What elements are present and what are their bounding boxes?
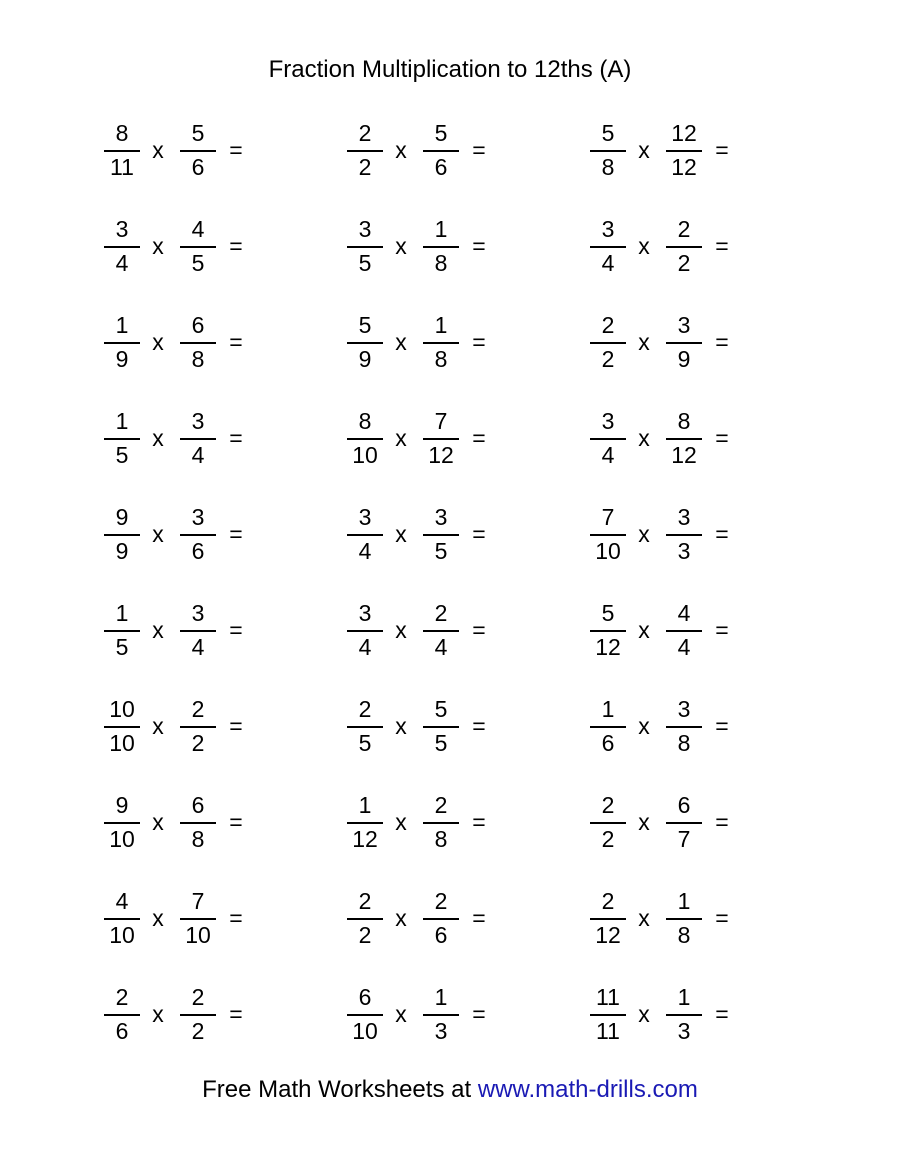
equals-sign: = (472, 905, 486, 931)
equals-sign: = (229, 617, 243, 643)
numerator: 1 (677, 888, 691, 914)
fraction-left (102, 310, 142, 374)
problem (345, 694, 545, 758)
multiply-sign: x (152, 809, 164, 835)
denominator: 8 (191, 826, 205, 852)
footer-text: Free Math Worksheets at (202, 1076, 472, 1103)
numerator: 2 (191, 696, 205, 722)
numerator: 5 (601, 120, 615, 146)
problem (588, 310, 788, 374)
fraction-left (102, 406, 142, 470)
numerator: 6 (191, 792, 205, 818)
multiply-sign: x (638, 137, 650, 163)
fraction-right (421, 118, 461, 182)
worksheet-title: Fraction Multiplication to 12ths (A) (268, 56, 632, 83)
multiply-sign: x (638, 329, 650, 355)
numerator: 8 (358, 408, 372, 434)
multiply-sign: x (395, 1001, 407, 1027)
fraction-left (102, 694, 142, 758)
fraction-right (421, 598, 461, 662)
numerator: 6 (191, 312, 205, 338)
fraction-left (588, 982, 628, 1046)
problem (102, 502, 302, 566)
numerator: 1 (115, 408, 129, 434)
denominator: 9 (358, 346, 372, 372)
multiply-sign: x (638, 809, 650, 835)
numerator: 2 (677, 216, 691, 242)
denominator: 6 (191, 154, 205, 180)
numerator: 3 (115, 216, 129, 242)
fraction-right (178, 886, 218, 950)
denominator: 2 (358, 922, 372, 948)
fraction-right (178, 694, 218, 758)
fraction-left (102, 886, 142, 950)
numerator: 2 (358, 120, 372, 146)
problem (345, 982, 545, 1046)
denominator: 8 (601, 154, 615, 180)
fraction-left (102, 598, 142, 662)
fraction-right (421, 886, 461, 950)
denominator: 6 (115, 1018, 129, 1044)
problem (102, 886, 302, 950)
problem (588, 790, 788, 854)
equals-sign: = (229, 137, 243, 163)
numerator: 5 (358, 312, 372, 338)
problem (345, 214, 545, 278)
fraction-right (664, 118, 704, 182)
problem (102, 790, 302, 854)
multiply-sign: x (152, 713, 164, 739)
numerator: 5 (191, 120, 205, 146)
fraction-left (345, 598, 385, 662)
equals-sign: = (229, 905, 243, 931)
fraction-right (421, 790, 461, 854)
denominator: 2 (601, 826, 615, 852)
fraction-left (345, 790, 385, 854)
numerator: 4 (115, 888, 129, 914)
numerator: 6 (677, 792, 691, 818)
denominator: 11 (596, 1018, 620, 1044)
problem (102, 598, 302, 662)
problem (588, 886, 788, 950)
equals-sign: = (472, 521, 486, 547)
equals-sign: = (229, 425, 243, 451)
equals-sign: = (472, 617, 486, 643)
equals-sign: = (472, 713, 486, 739)
denominator: 4 (358, 538, 372, 564)
multiply-sign: x (638, 905, 650, 931)
numerator: 4 (191, 216, 205, 242)
numerator: 10 (109, 696, 135, 722)
denominator: 6 (434, 922, 448, 948)
numerator: 3 (601, 216, 615, 242)
fraction-left (345, 886, 385, 950)
fraction-right (178, 982, 218, 1046)
numerator: 2 (191, 984, 205, 1010)
numerator: 7 (601, 504, 615, 530)
denominator: 6 (434, 154, 448, 180)
numerator: 4 (677, 600, 691, 626)
numerator: 3 (677, 696, 691, 722)
numerator: 3 (434, 504, 448, 530)
equals-sign: = (472, 425, 486, 451)
numerator: 12 (671, 120, 697, 146)
problem (588, 502, 788, 566)
denominator: 3 (677, 1018, 691, 1044)
fraction-right (178, 790, 218, 854)
equals-sign: = (715, 905, 729, 931)
fraction-left (102, 118, 142, 182)
fraction-left (588, 502, 628, 566)
fraction-right (421, 982, 461, 1046)
multiply-sign: x (152, 617, 164, 643)
denominator: 4 (191, 442, 205, 468)
denominator: 8 (677, 922, 691, 948)
numerator: 8 (677, 408, 691, 434)
multiply-sign: x (395, 233, 407, 259)
fraction-right (178, 118, 218, 182)
denominator: 4 (601, 250, 615, 276)
denominator: 11 (110, 154, 134, 180)
numerator: 2 (601, 312, 615, 338)
denominator: 5 (115, 634, 129, 660)
denominator: 12 (352, 826, 378, 852)
multiply-sign: x (638, 1001, 650, 1027)
numerator: 5 (434, 120, 448, 146)
denominator: 6 (601, 730, 615, 756)
denominator: 12 (595, 922, 621, 948)
equals-sign: = (229, 809, 243, 835)
denominator: 4 (115, 250, 129, 276)
denominator: 2 (358, 154, 372, 180)
equals-sign: = (472, 1001, 486, 1027)
denominator: 10 (109, 730, 135, 756)
numerator: 3 (191, 504, 205, 530)
multiply-sign: x (638, 425, 650, 451)
denominator: 4 (434, 634, 448, 660)
problem (345, 790, 545, 854)
problem (102, 310, 302, 374)
numerator: 1 (601, 696, 615, 722)
numerator: 5 (601, 600, 615, 626)
fraction-left (345, 982, 385, 1046)
multiply-sign: x (638, 617, 650, 643)
denominator: 5 (115, 442, 129, 468)
fraction-left (345, 310, 385, 374)
equals-sign: = (229, 233, 243, 259)
numerator: 2 (434, 888, 448, 914)
equals-sign: = (715, 233, 729, 259)
numerator: 3 (677, 504, 691, 530)
numerator: 2 (434, 792, 448, 818)
fraction-right (664, 982, 704, 1046)
denominator: 4 (358, 634, 372, 660)
denominator: 8 (677, 730, 691, 756)
denominator: 9 (677, 346, 691, 372)
numerator: 3 (358, 600, 372, 626)
numerator: 5 (434, 696, 448, 722)
fraction-left (588, 214, 628, 278)
denominator: 8 (434, 346, 448, 372)
numerator: 6 (358, 984, 372, 1010)
multiply-sign: x (152, 233, 164, 259)
fraction-right (664, 598, 704, 662)
denominator: 3 (677, 538, 691, 564)
fraction-left (345, 502, 385, 566)
numerator: 2 (358, 888, 372, 914)
fraction-left (588, 118, 628, 182)
multiply-sign: x (152, 137, 164, 163)
denominator: 2 (677, 250, 691, 276)
equals-sign: = (472, 809, 486, 835)
multiply-sign: x (395, 809, 407, 835)
denominator: 12 (428, 442, 454, 468)
numerator: 3 (358, 504, 372, 530)
numerator: 1 (358, 792, 372, 818)
fraction-right (178, 502, 218, 566)
equals-sign: = (715, 1001, 729, 1027)
equals-sign: = (715, 617, 729, 643)
denominator: 10 (109, 826, 135, 852)
problem (588, 118, 788, 182)
equals-sign: = (472, 233, 486, 259)
numerator: 3 (191, 408, 205, 434)
fraction-left (345, 694, 385, 758)
fraction-right (664, 694, 704, 758)
fraction-left (588, 694, 628, 758)
numerator: 3 (601, 408, 615, 434)
denominator: 9 (115, 346, 129, 372)
multiply-sign: x (395, 137, 407, 163)
equals-sign: = (472, 137, 486, 163)
multiply-sign: x (152, 1001, 164, 1027)
problem (102, 214, 302, 278)
numerator: 2 (601, 792, 615, 818)
denominator: 12 (595, 634, 621, 660)
denominator: 10 (595, 538, 621, 564)
fraction-left (102, 982, 142, 1046)
fraction-right (664, 790, 704, 854)
multiply-sign: x (395, 521, 407, 547)
multiply-sign: x (395, 425, 407, 451)
denominator: 4 (677, 634, 691, 660)
numerator: 2 (358, 696, 372, 722)
denominator: 8 (434, 250, 448, 276)
footer-link[interactable]: www.math-drills.com (477, 1076, 698, 1103)
denominator: 10 (352, 1018, 378, 1044)
footer (0, 1076, 900, 1104)
fraction-right (421, 502, 461, 566)
problem (345, 406, 545, 470)
fraction-right (421, 310, 461, 374)
fraction-left (345, 214, 385, 278)
numerator: 1 (677, 984, 691, 1010)
fraction-right (178, 310, 218, 374)
numerator: 1 (434, 312, 448, 338)
numerator: 1 (434, 984, 448, 1010)
fraction-left (588, 406, 628, 470)
fraction-left (102, 214, 142, 278)
multiply-sign: x (638, 233, 650, 259)
fraction-right (421, 214, 461, 278)
fraction-left (588, 598, 628, 662)
multiply-sign: x (395, 905, 407, 931)
fraction-right (664, 886, 704, 950)
equals-sign: = (715, 137, 729, 163)
problem (588, 694, 788, 758)
denominator: 12 (671, 442, 697, 468)
numerator: 9 (115, 504, 129, 530)
denominator: 2 (601, 346, 615, 372)
numerator: 7 (434, 408, 448, 434)
numerator: 9 (115, 792, 129, 818)
problem (588, 214, 788, 278)
fraction-left (588, 886, 628, 950)
denominator: 6 (191, 538, 205, 564)
multiply-sign: x (638, 521, 650, 547)
fraction-right (421, 406, 461, 470)
equals-sign: = (229, 329, 243, 355)
fraction-left (588, 310, 628, 374)
numerator: 3 (358, 216, 372, 242)
problem (102, 118, 302, 182)
equals-sign: = (229, 713, 243, 739)
fraction-right (664, 310, 704, 374)
fraction-left (102, 790, 142, 854)
fraction-right (421, 694, 461, 758)
fraction-left (102, 502, 142, 566)
denominator: 5 (434, 730, 448, 756)
denominator: 4 (191, 634, 205, 660)
denominator: 10 (109, 922, 135, 948)
denominator: 2 (191, 1018, 205, 1044)
fraction-right (178, 406, 218, 470)
denominator: 12 (671, 154, 697, 180)
numerator: 2 (601, 888, 615, 914)
numerator: 1 (115, 312, 129, 338)
numerator: 2 (434, 600, 448, 626)
problem (345, 310, 545, 374)
multiply-sign: x (638, 713, 650, 739)
multiply-sign: x (152, 329, 164, 355)
denominator: 9 (115, 538, 129, 564)
denominator: 10 (352, 442, 378, 468)
numerator: 2 (115, 984, 129, 1010)
denominator: 3 (434, 1018, 448, 1044)
numerator: 11 (596, 984, 620, 1010)
denominator: 5 (358, 250, 372, 276)
problem (345, 886, 545, 950)
fraction-right (664, 406, 704, 470)
problem (588, 982, 788, 1046)
equals-sign: = (715, 329, 729, 355)
fraction-right (178, 214, 218, 278)
denominator: 8 (434, 826, 448, 852)
problem (102, 406, 302, 470)
denominator: 5 (191, 250, 205, 276)
fraction-right (664, 502, 704, 566)
multiply-sign: x (395, 713, 407, 739)
denominator: 5 (434, 538, 448, 564)
numerator: 8 (115, 120, 129, 146)
fraction-right (664, 214, 704, 278)
numerator: 7 (191, 888, 205, 914)
fraction-left (345, 406, 385, 470)
problem (588, 406, 788, 470)
denominator: 8 (191, 346, 205, 372)
fraction-right (178, 598, 218, 662)
denominator: 2 (191, 730, 205, 756)
numerator: 3 (191, 600, 205, 626)
equals-sign: = (472, 329, 486, 355)
denominator: 10 (185, 922, 211, 948)
equals-sign: = (715, 713, 729, 739)
problem (345, 598, 545, 662)
multiply-sign: x (152, 905, 164, 931)
problem (345, 118, 545, 182)
fraction-left (345, 118, 385, 182)
numerator: 1 (434, 216, 448, 242)
equals-sign: = (229, 1001, 243, 1027)
fraction-left (588, 790, 628, 854)
multiply-sign: x (395, 617, 407, 643)
denominator: 5 (358, 730, 372, 756)
multiply-sign: x (395, 329, 407, 355)
multiply-sign: x (152, 521, 164, 547)
problem (345, 502, 545, 566)
equals-sign: = (229, 521, 243, 547)
numerator: 3 (677, 312, 691, 338)
problem (102, 982, 302, 1046)
denominator: 4 (601, 442, 615, 468)
numerator: 1 (115, 600, 129, 626)
problem (588, 598, 788, 662)
multiply-sign: x (152, 425, 164, 451)
denominator: 7 (677, 826, 691, 852)
equals-sign: = (715, 521, 729, 547)
problem (102, 694, 302, 758)
equals-sign: = (715, 809, 729, 835)
equals-sign: = (715, 425, 729, 451)
